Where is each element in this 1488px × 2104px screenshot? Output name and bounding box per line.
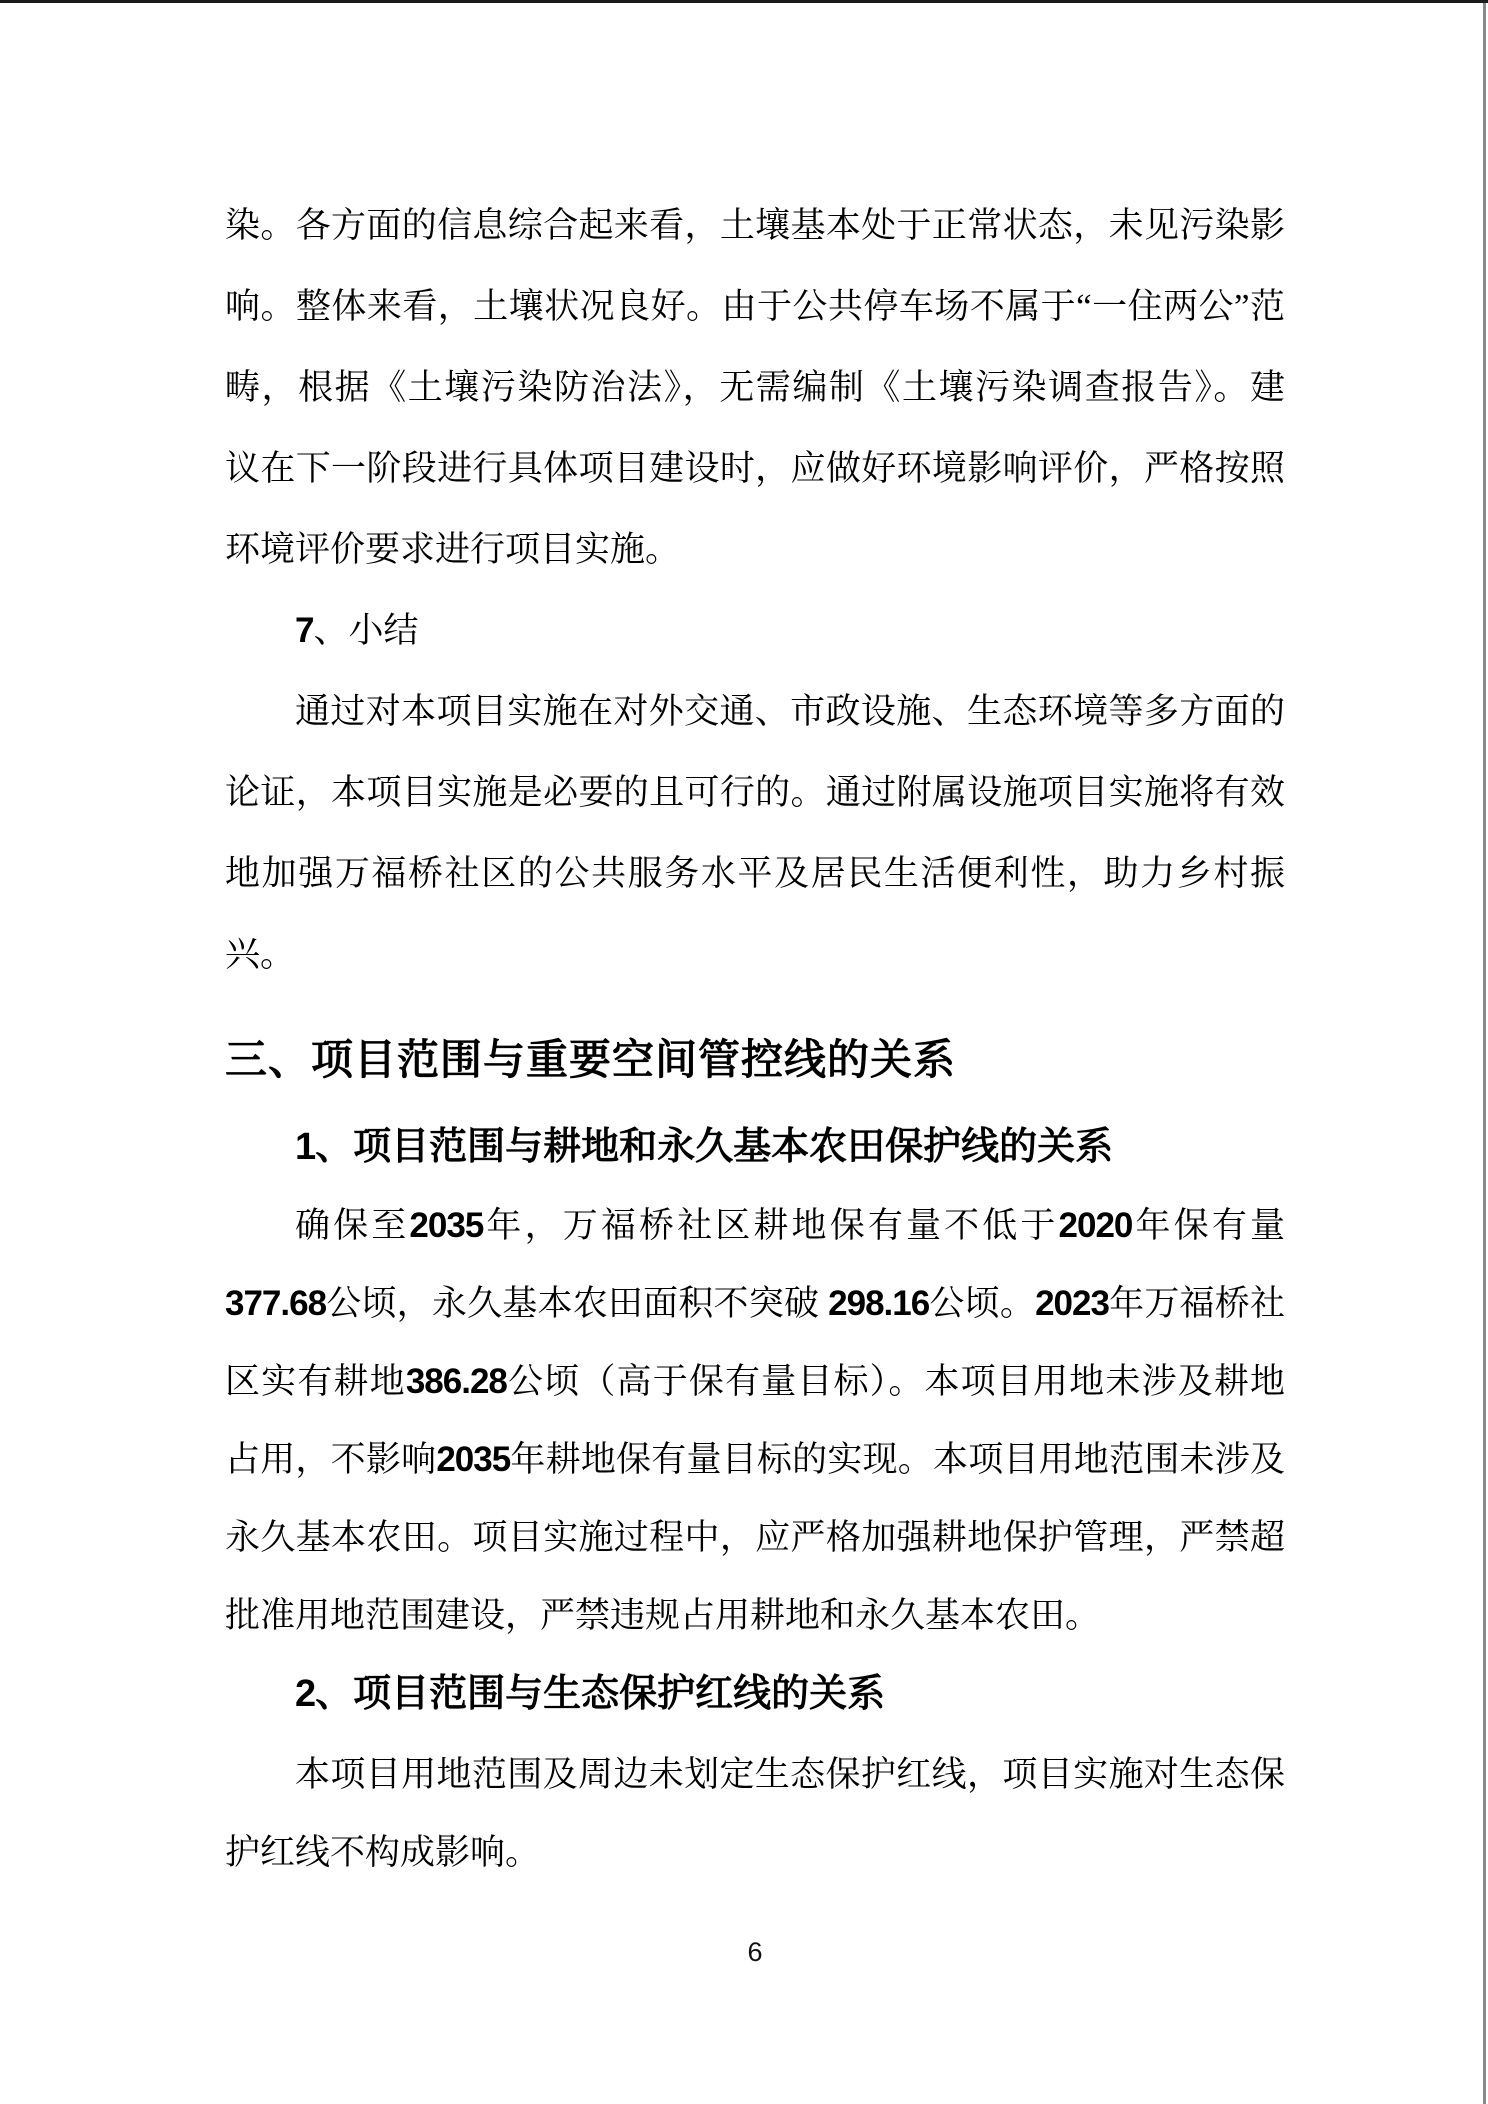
numeral: 386.28 xyxy=(405,1362,507,1401)
window-right-edge xyxy=(1483,3,1486,2104)
para-sub-2-body xyxy=(225,1736,1285,1892)
text-line: 占用，不影响2035年耕地保有量目标的实现。本项目用地范围未涉及 xyxy=(225,1440,1285,1479)
numeral: 2020 xyxy=(1058,1206,1133,1245)
text-line: 论证，本项目实施是必要的且可行的。通过附属设施项目实施将有效 xyxy=(225,773,1285,812)
numeral: 2023 xyxy=(1035,1284,1109,1323)
text-line: 畴，根据《土壤污染防治法》，无需编制《土壤污染调查报告》。建 xyxy=(225,368,1285,407)
text-line: 地加强万福桥社区的公共服务水平及居民生活便利性，助力乡村振 xyxy=(225,854,1285,893)
text-line: 区实有耕地386.28公顷（高于保有量目标）。本项目用地未涉及耕地 xyxy=(225,1362,1285,1401)
numeral: 7 xyxy=(295,611,314,650)
heading-sub-1: 1、项目范围与耕地和永久基本农田保护线的关系 xyxy=(295,1126,1114,1168)
text-line: 染。各方面的信息综合起来看，土壤基本处于正常状态，未见污染影 xyxy=(225,206,1285,245)
text-line: 响。整体来看，土壤状况良好。由于公共停车场不属于“一住两公”范 xyxy=(225,287,1285,326)
numeral: 2035 xyxy=(409,1206,484,1245)
page-number: 6 xyxy=(747,1937,763,1967)
para-soil-continuation xyxy=(225,185,1285,590)
numeral: 377.68 xyxy=(225,1284,327,1323)
text-line: 确保至2035年，万福桥社区耕地保有量不低于2020年保有量 xyxy=(295,1206,1285,1245)
para-sub-1-body xyxy=(225,1187,1285,1655)
numeral: 1 xyxy=(295,1126,316,1168)
para-subsection-7-body xyxy=(225,671,1285,995)
text-line: 环境评价要求进行项目实施。 xyxy=(225,530,681,569)
numeral: 2035 xyxy=(436,1440,511,1479)
text-line: 通过对本项目实施在对外交通、市政设施、生态环境等多方面的 xyxy=(295,692,1285,731)
numeral: 2 xyxy=(295,1673,316,1715)
text-line: 本项目用地范围及周边未划定生态保护红线，项目实施对生态保 xyxy=(295,1755,1285,1794)
text-line: 批准用地范围建设，严禁违规占用耕地和永久基本农田。 xyxy=(225,1596,1101,1635)
numeral: 298.16 xyxy=(828,1284,930,1323)
document-body xyxy=(225,0,1285,1968)
text-line: 兴。 xyxy=(225,935,296,974)
text-line: 377.68公顷，永久基本农田面积不突破 298.16公顷。2023年万福桥社 xyxy=(225,1284,1285,1323)
heading-sub-2: 2、项目范围与生态保护红线的关系 xyxy=(295,1673,886,1715)
heading-section-3: 三、项目范围与重要空间管控线的关系 xyxy=(225,1036,957,1083)
text-line: 护红线不构成影响。 xyxy=(225,1833,541,1872)
text-line: 议在下一阶段进行具体项目建设时，应做好环境影响评价，严格按照 xyxy=(225,449,1285,488)
text-line: 永久基本农田。项目实施过程中，应严格加强耕地保护管理，严禁超 xyxy=(225,1518,1285,1557)
heading-subsection-7: 7、小结 xyxy=(295,611,419,650)
